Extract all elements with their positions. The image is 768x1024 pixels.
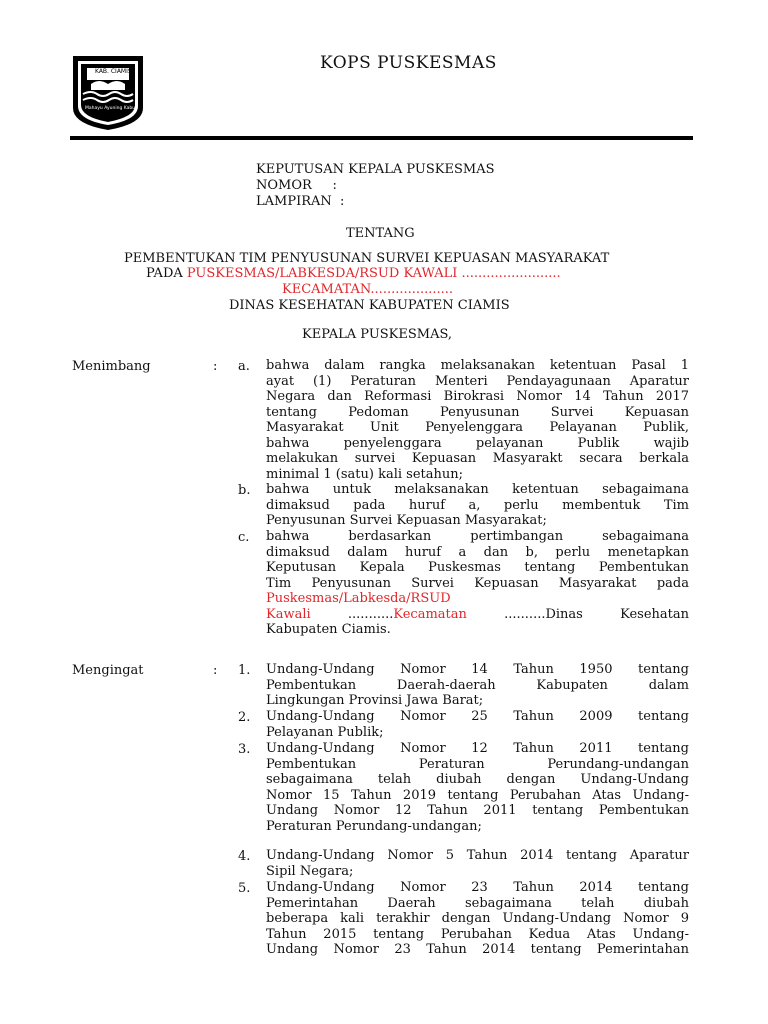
- letterhead-title: KOPS PUSKESMAS: [320, 53, 497, 73]
- mengingat-1-text: [266, 662, 689, 709]
- mengingat-2-num: 2.: [238, 710, 251, 725]
- text-line: Tahun 2015 tentang Perubahan Kedua Atas Undang-: [266, 926, 689, 942]
- decree-tentang: TENTANG: [346, 226, 415, 241]
- mengingat-label: Mengingat: [72, 663, 144, 678]
- mengingat-5-num: 5.: [238, 881, 251, 896]
- text-line: Undang-Undang Nomor 5 Tahun 2014 tentang Aparatur: [266, 848, 689, 863]
- text-line: Pembentukan Daerah-daerah Kabupaten dalam: [266, 677, 689, 693]
- about-2-prefix: PADA: [146, 266, 187, 281]
- text-line: minimal 1 (satu) kali setahun;: [266, 466, 463, 482]
- text-line: Pemerintahan Daerah sebagaimana telah diubah: [266, 895, 689, 911]
- logo-text-top: KAB. CIAMIS: [95, 68, 132, 75]
- text-line: Undang Nomor 23 Tahun 2014 tentang Pemerintahan: [266, 942, 689, 957]
- letterhead-rule: [70, 136, 693, 140]
- text-line: bahwa penyelenggara pelayanan Publik wajib: [266, 435, 689, 451]
- text-line: Penyusunan Survei Kepuasan Masyarakat;: [266, 513, 547, 528]
- mengingat-3-text: [266, 741, 689, 834]
- menimbang-c-num: c.: [238, 530, 250, 545]
- kepala-puskesmas: KEPALA PUSKESMAS,: [302, 327, 453, 342]
- mengingat-colon: :: [213, 663, 218, 678]
- dots-dinas: ..........Dinas Kesehatan: [504, 606, 689, 622]
- text-line: bahwa berdasarkan pertimbangan sebagaimana: [266, 529, 689, 544]
- decree-lampiran: LAMPIRAN :: [256, 194, 345, 209]
- text-line: Masyarakat Unit Penyelenggara Pelayanan Publik,: [266, 420, 689, 435]
- text-line: Sipil Negara;: [266, 863, 354, 879]
- decree-about-2: [146, 266, 561, 282]
- text-line: Keputusan Kepala Puskesmas tentang Pembentukan: [266, 560, 689, 575]
- kabupaten-ciamis-logo: [67, 50, 149, 132]
- about-2-red: PUSKESMAS/LABKESDA/RSUD KAWALI ........................: [186, 266, 561, 281]
- text-line: Peraturan Perundang-undangan;: [266, 818, 482, 834]
- text-line: bahwa untuk melaksanakan ketentuan sebagaimana: [266, 482, 689, 497]
- text-line: Pembentukan Peraturan Perundang-undangan: [266, 756, 689, 772]
- text-line: melakukan survei Kepuasan Masyarakt secara berkala: [266, 451, 689, 466]
- logo-text-bottom: Mahayu Ayuning Kabuh: [85, 106, 138, 111]
- decree-about-3: KECAMATAN....................: [282, 282, 454, 297]
- kawali-red: Kawali: [266, 606, 311, 622]
- menimbang-a-num: a.: [238, 359, 250, 374]
- menimbang-a-text: [266, 358, 689, 482]
- menimbang-c-text: [266, 529, 689, 638]
- text-line: bahwa dalam rangka melaksanakan ketentuan Pasal 1: [266, 358, 689, 373]
- text-line: Undang-Undang Nomor 25 Tahun 2009 tentang: [266, 709, 689, 724]
- text-line: Kabupaten Ciamis.: [266, 622, 391, 637]
- decree-title: KEPUTUSAN KEPALA PUSKESMAS: [256, 162, 495, 177]
- menimbang-colon: :: [213, 359, 218, 374]
- mengingat-2-text: [266, 709, 689, 740]
- decree-nomor: NOMOR :: [256, 178, 337, 193]
- menimbang-b-text: [266, 482, 689, 529]
- text-line: Tim Penyusunan Survei Kepuasan Masyarakat pada: [266, 575, 689, 591]
- mengingat-4-text: [266, 848, 689, 879]
- text-line-red: Puskesmas/Labkesda/RSUD: [266, 591, 451, 606]
- text-line: Nomor 15 Tahun 2019 tentang Perubahan Atas Undang-: [266, 787, 689, 803]
- text-line: dimaksud dalam huruf a dan b, perlu menetapkan: [266, 544, 689, 560]
- text-line: Negara dan Reformasi Birokrasi Nomor 14 Tahun 2017: [266, 389, 689, 404]
- menimbang-b-num: b.: [238, 483, 251, 498]
- text-line-mixed: [266, 607, 689, 623]
- menimbang-label: Menimbang: [72, 359, 151, 374]
- text-line: Undang-Undang Nomor 14 Tahun 1950 tentang: [266, 662, 689, 677]
- mengingat-4-num: 4.: [238, 849, 251, 864]
- mengingat-3-num: 3.: [238, 742, 251, 757]
- text-line: tentang Pedoman Penyusunan Survei Kepuasan: [266, 404, 689, 420]
- kecamatan-red: Kecamatan: [393, 606, 467, 622]
- text-line: beberapa kali terakhir dengan Undang-Undang Nomor 9: [266, 911, 689, 926]
- decree-about-1: PEMBENTUKAN TIM PENYUSUNAN SURVEI KEPUASAN MASYARAKAT: [124, 251, 610, 266]
- text-line: Undang-Undang Nomor 23 Tahun 2014 tentang: [266, 880, 689, 895]
- text-line: dimaksud pada huruf a, perlu membentuk Tim: [266, 497, 689, 513]
- text-line: Lingkungan Provinsi Jawa Barat;: [266, 693, 484, 708]
- mengingat-5-text: [266, 880, 689, 958]
- decree-about-4: DINAS KESEHATAN KABUPATEN CIAMIS: [229, 298, 510, 313]
- text-line: ayat (1) Peraturan Menteri Pendayagunaan Aparatur: [266, 373, 689, 389]
- mengingat-1-num: 1.: [238, 663, 251, 678]
- text-line: Pelayanan Publik;: [266, 724, 384, 740]
- text-line: sebagaimana telah diubah dengan Undang-Undang: [266, 772, 689, 787]
- text-line: Undang-Undang Nomor 12 Tahun 2011 tentang: [266, 741, 689, 756]
- dots: ...........: [347, 606, 394, 622]
- text-line: Undang Nomor 12 Tahun 2011 tentang Pembentukan: [266, 803, 689, 818]
